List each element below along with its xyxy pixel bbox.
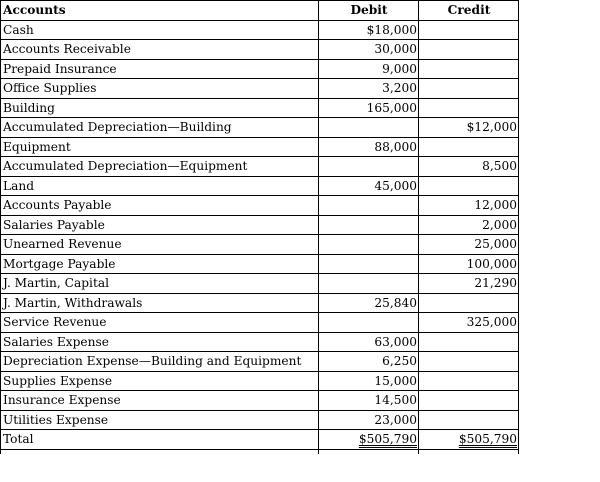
table-row xyxy=(1,332,519,352)
debit-cell xyxy=(319,274,419,294)
table-row xyxy=(1,137,519,157)
account-name-cell: Cash xyxy=(1,20,319,40)
debit-cell: 30,000 xyxy=(319,40,419,60)
table-row xyxy=(1,410,519,430)
credit-cell xyxy=(419,79,519,99)
table-row xyxy=(1,98,519,118)
account-name-cell: J. Martin, Capital xyxy=(1,274,319,294)
credit-cell xyxy=(419,176,519,196)
table-row xyxy=(1,235,519,255)
credit-cell: 325,000 xyxy=(419,313,519,333)
account-name-cell: Salaries Expense xyxy=(1,332,319,352)
empty-cell xyxy=(1,449,319,454)
account-name-cell: Accumulated Depreciation—Building xyxy=(1,118,319,138)
empty-cell xyxy=(319,449,419,454)
total-debit-cell xyxy=(319,430,419,450)
account-name-cell: Service Revenue xyxy=(1,313,319,333)
debit-cell xyxy=(319,235,419,255)
account-name-cell: Utilities Expense xyxy=(1,410,319,430)
table-row xyxy=(1,391,519,411)
debit-cell: 9,000 xyxy=(319,59,419,79)
table-row xyxy=(1,40,519,60)
account-name-cell: Accounts Receivable xyxy=(1,40,319,60)
table-row xyxy=(1,274,519,294)
table-row xyxy=(1,254,519,274)
debit-cell xyxy=(319,254,419,274)
credit-cell xyxy=(419,137,519,157)
total-credit-cell xyxy=(419,430,519,450)
debit-cell xyxy=(319,157,419,177)
account-name-cell: Accumulated Depreciation—Equipment xyxy=(1,157,319,177)
table-row xyxy=(1,215,519,235)
credit-cell xyxy=(419,332,519,352)
table-row xyxy=(1,371,519,391)
table-row xyxy=(1,352,519,372)
table-row xyxy=(1,59,519,79)
debit-cell xyxy=(319,215,419,235)
debit-header: Debit xyxy=(319,1,419,21)
account-name-cell: Building xyxy=(1,98,319,118)
trailing-grid-row xyxy=(1,449,519,454)
credit-cell xyxy=(419,59,519,79)
trial-balance-body xyxy=(1,1,519,454)
credit-header: Credit xyxy=(419,1,519,21)
total-debit-value: $505,790 xyxy=(358,432,417,446)
credit-cell: 100,000 xyxy=(419,254,519,274)
account-name-cell: Unearned Revenue xyxy=(1,235,319,255)
account-name-cell: Land xyxy=(1,176,319,196)
table-row xyxy=(1,20,519,40)
credit-cell xyxy=(419,98,519,118)
table-row xyxy=(1,118,519,138)
debit-cell xyxy=(319,118,419,138)
debit-cell: 6,250 xyxy=(319,352,419,372)
empty-cell xyxy=(419,449,519,454)
account-name-cell: Office Supplies xyxy=(1,79,319,99)
account-name-cell: Insurance Expense xyxy=(1,391,319,411)
table-row xyxy=(1,157,519,177)
table-row xyxy=(1,293,519,313)
debit-cell: 88,000 xyxy=(319,137,419,157)
credit-cell: 25,000 xyxy=(419,235,519,255)
credit-cell: 21,290 xyxy=(419,274,519,294)
credit-cell xyxy=(419,410,519,430)
accounts-header: Accounts xyxy=(1,1,319,21)
header-row xyxy=(1,1,519,21)
debit-cell: 15,000 xyxy=(319,371,419,391)
debit-cell: 63,000 xyxy=(319,332,419,352)
total-label: Total xyxy=(1,430,319,450)
debit-cell: $18,000 xyxy=(319,20,419,40)
credit-cell: $12,000 xyxy=(419,118,519,138)
debit-cell xyxy=(319,196,419,216)
credit-cell: 2,000 xyxy=(419,215,519,235)
debit-cell: 25,840 xyxy=(319,293,419,313)
credit-cell xyxy=(419,293,519,313)
credit-cell: 12,000 xyxy=(419,196,519,216)
debit-cell: 45,000 xyxy=(319,176,419,196)
table-row xyxy=(1,196,519,216)
debit-cell: 165,000 xyxy=(319,98,419,118)
account-name-cell: Equipment xyxy=(1,137,319,157)
total-row xyxy=(1,430,519,450)
credit-cell xyxy=(419,352,519,372)
table-row xyxy=(1,79,519,99)
credit-cell: 8,500 xyxy=(419,157,519,177)
account-name-cell: Depreciation Expense—Building and Equipment xyxy=(1,352,319,372)
debit-cell xyxy=(319,313,419,333)
credit-cell xyxy=(419,20,519,40)
debit-cell: 3,200 xyxy=(319,79,419,99)
table-row xyxy=(1,176,519,196)
total-credit-value: $505,790 xyxy=(458,432,517,446)
debit-cell: 23,000 xyxy=(319,410,419,430)
account-name-cell: Accounts Payable xyxy=(1,196,319,216)
account-name-cell: Prepaid Insurance xyxy=(1,59,319,79)
account-name-cell: Mortgage Payable xyxy=(1,254,319,274)
debit-cell: 14,500 xyxy=(319,391,419,411)
table-row xyxy=(1,313,519,333)
account-name-cell: Supplies Expense xyxy=(1,371,319,391)
credit-cell xyxy=(419,371,519,391)
account-name-cell: J. Martin, Withdrawals xyxy=(1,293,319,313)
credit-cell xyxy=(419,40,519,60)
account-name-cell: Salaries Payable xyxy=(1,215,319,235)
credit-cell xyxy=(419,391,519,411)
